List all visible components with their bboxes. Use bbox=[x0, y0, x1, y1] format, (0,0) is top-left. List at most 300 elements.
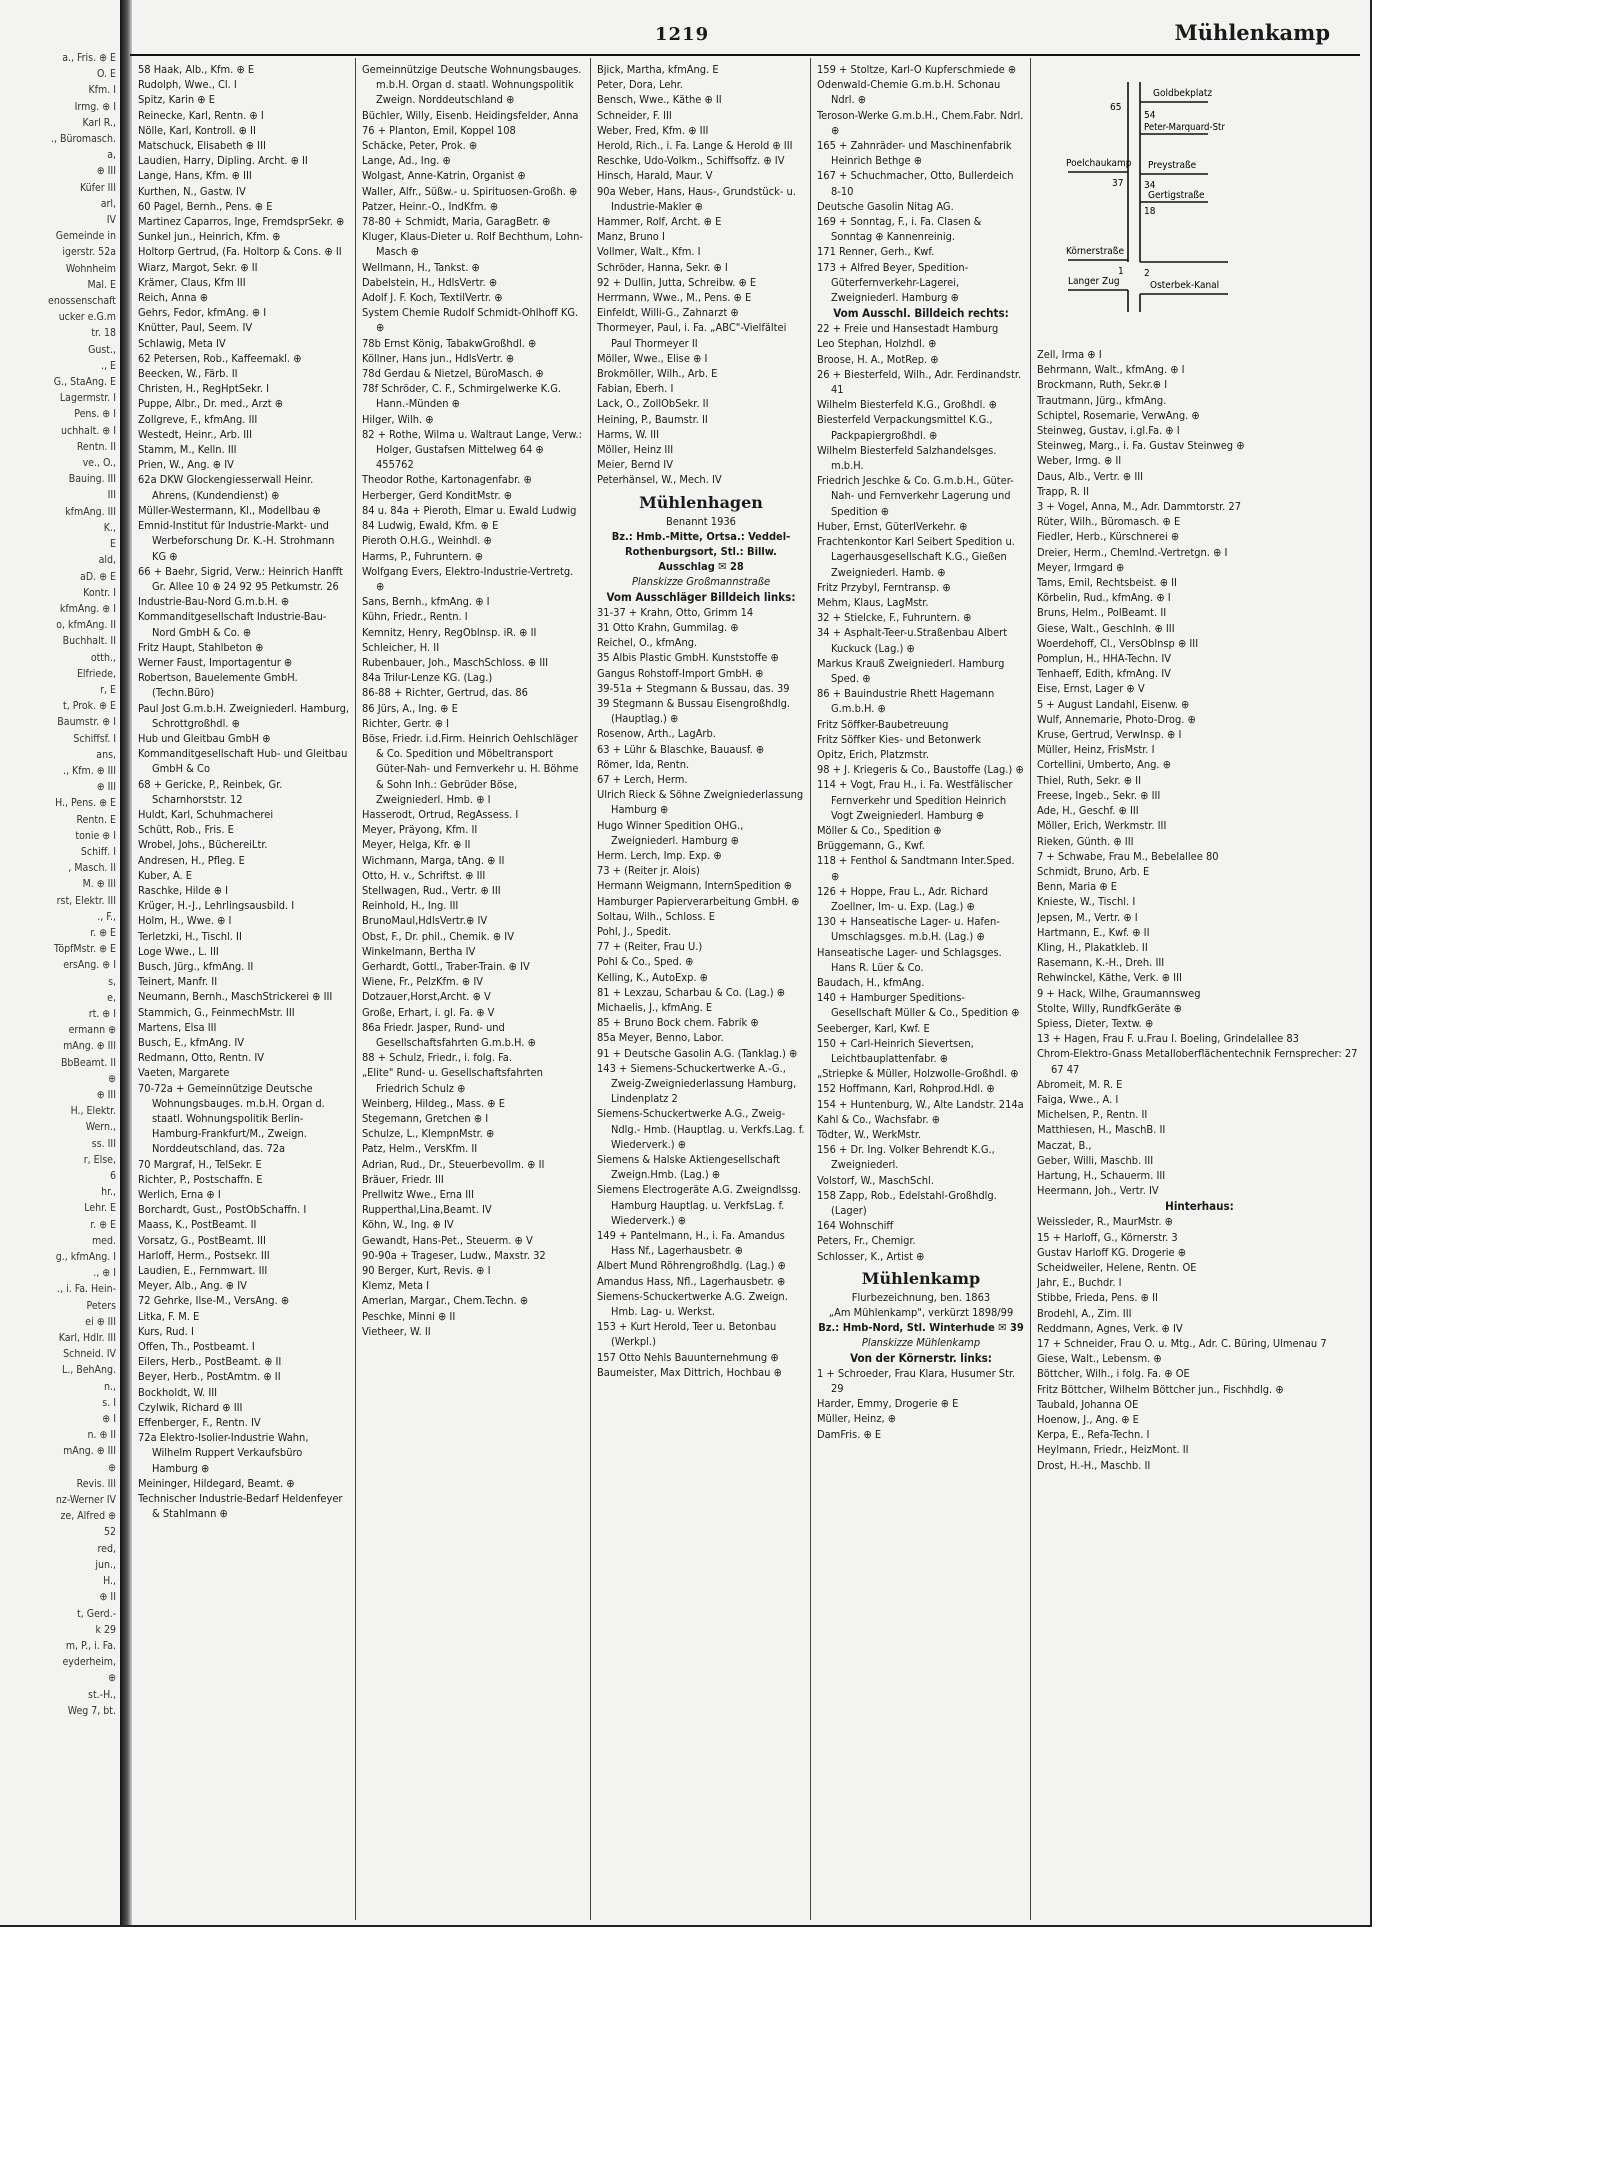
directory-entry: Stegemann, Gretchen ⊕ I bbox=[362, 1112, 489, 1126]
directory-entry: Baumeister, Max Dittrich, Hochbau ⊕ bbox=[597, 1365, 782, 1379]
left-page-fragment: Lehr. E bbox=[84, 1202, 116, 1215]
directory-entry: Peschke, Minni ⊕ II bbox=[362, 1309, 456, 1323]
directory-entry: Wrobel, Johs., BüchereiLtr. bbox=[138, 838, 268, 852]
left-page-fragment: H., Pens. ⊕ E bbox=[55, 797, 116, 810]
left-page-fragment: Pens. ⊕ I bbox=[74, 408, 116, 421]
directory-entry: Rehwinckel, Käthe, Verk. ⊕ III bbox=[1037, 971, 1182, 985]
column-divider bbox=[355, 58, 356, 1920]
directory-entry: Pohl & Co., Sped. ⊕ bbox=[597, 955, 694, 969]
left-page-fragment: tonie ⊕ I bbox=[75, 829, 116, 842]
entry-list bbox=[1037, 347, 1362, 1198]
directory-entry: 70 Margraf, H., TelSekr. E bbox=[138, 1157, 262, 1171]
directory-entry: Giese, Walt., Lebensm. ⊕ bbox=[1037, 1352, 1162, 1366]
directory-entry: Faiga, Wwe., A. I bbox=[1037, 1092, 1119, 1106]
directory-entry: 171 Renner, Gerh., Kwf. bbox=[817, 245, 935, 259]
directory-entry: Pomplun, H., HHA-Techn. IV bbox=[1037, 652, 1172, 666]
directory-entry: Peters, Fr., Chemigr. bbox=[817, 1234, 916, 1248]
directory-entry: Schlawig, Meta IV bbox=[138, 336, 226, 350]
directory-entry: Zollgreve, F., kfmAng. III bbox=[138, 412, 258, 426]
directory-entry: Römer, Ida, Rentn. bbox=[597, 757, 690, 771]
directory-entry: Obst, F., Dr. phil., Chemik. ⊕ IV bbox=[362, 929, 514, 943]
left-page-fragment: ⊕ I bbox=[102, 1413, 116, 1426]
directory-entry: Kurthen, N., Gastw. IV bbox=[138, 184, 246, 198]
directory-entry: Meyer, Irmgard ⊕ bbox=[1037, 560, 1125, 574]
left-page-fragment: 52 bbox=[103, 1526, 116, 1539]
directory-entry: Kurs, Rud. I bbox=[138, 1324, 194, 1338]
directory-entry: Matschuck, Elisabeth ⊕ III bbox=[138, 139, 266, 153]
left-page-fragment: ., i. Fa. Hein- bbox=[57, 1283, 116, 1296]
left-page-fragment: ., Kfm. ⊕ III bbox=[63, 764, 116, 777]
left-page-fragment: L., BehAng. bbox=[62, 1364, 116, 1377]
directory-entry: Schütt, Rob., Fris. E bbox=[138, 823, 234, 837]
directory-entry: Hoenow, J., Ang. ⊕ E bbox=[1037, 1413, 1139, 1427]
directory-entry: 67 + Lerch, Herm. bbox=[597, 772, 688, 786]
directory-entry: 164 Wohnschiff bbox=[817, 1219, 894, 1233]
directory-entry: 39 Stegmann & Bussau Eisengroßhdlg. (Hauptlag.) ⊕ bbox=[597, 696, 791, 726]
directory-entry: Markus Krauß Zweigniederl. Hamburg Sped. ⊕ bbox=[817, 656, 1005, 685]
directory-entry: 73 + (Reiter jr. Alois) bbox=[597, 864, 700, 878]
left-page-fragment: TöpfMstr. ⊕ E bbox=[53, 943, 116, 956]
directory-entry: Abromeit, M. R. E bbox=[1037, 1077, 1123, 1091]
directory-entry: Deutsche Gasolin Nitag AG. bbox=[817, 199, 954, 213]
left-page-fragment: r. ⊕ E bbox=[90, 1218, 116, 1231]
directory-entry: Rosenow, Arth., LagArb. bbox=[597, 727, 716, 741]
left-page-fragment: igerstr. 52a bbox=[62, 246, 116, 259]
directory-entry: Prellwitz Wwe., Erna III bbox=[362, 1188, 474, 1202]
directory-entry: Eilers, Herb., PostBeamt. ⊕ II bbox=[138, 1355, 282, 1369]
directory-entry: Pieroth O.H.G., Weinhdl. ⊕ bbox=[362, 534, 492, 548]
left-page-fragment: Baumstr. ⊕ I bbox=[57, 716, 116, 729]
directory-entry: Amerlan, Margar., Chem.Techn. ⊕ bbox=[362, 1294, 529, 1308]
directory-entry: Knieste, W., Tischl. I bbox=[1037, 895, 1136, 909]
left-page-fragment: Kfm. I bbox=[88, 84, 116, 97]
directory-entry: Friedrich Jeschke & Co. G.m.b.H., Güter-Nah- und Fernverkehr Lagerung und Spedition ⊕ bbox=[817, 474, 1014, 518]
directory-entry: Möller, Erich, Werkmstr. III bbox=[1037, 819, 1167, 833]
left-page-fragment: Wohnheim bbox=[65, 262, 116, 275]
left-page-fragment: IV bbox=[106, 214, 116, 227]
directory-entry: Kommanditgesellschaft Industrie-Bau-Nord GmbH & Co. ⊕ bbox=[138, 610, 327, 639]
directory-entry: Effenberger, F., Rentn. IV bbox=[138, 1416, 261, 1430]
directory-entry: 63 + Lühr & Blaschke, Bauausf. ⊕ bbox=[597, 742, 765, 756]
directory-entry: 150 + Carl-Heinrich Sievertsen, Leichtbauplattenfabr. ⊕ bbox=[817, 1036, 974, 1065]
left-page-fragment: Rentn. E bbox=[76, 813, 116, 826]
directory-entry: Winkelmann, Bertha IV bbox=[362, 944, 476, 958]
left-page-fragment: ., F., bbox=[97, 910, 116, 923]
column-5 bbox=[1037, 62, 1362, 1922]
directory-entry: Broose, H. A., MotRep. ⊕ bbox=[817, 352, 939, 366]
directory-entry: 130 + Hanseatische Lager- u. Hafen-Umschlagsges. m.b.H. (Lag.) ⊕ bbox=[817, 915, 1000, 944]
directory-entry: Redmann, Otto, Rentn. IV bbox=[138, 1051, 265, 1065]
directory-entry: Sans, Bernh., kfmAng. ⊕ I bbox=[362, 595, 490, 609]
directory-entry: 1 + Schroeder, Frau Klara, Husumer Str. 29 bbox=[817, 1366, 1016, 1396]
directory-entry: 86 + Bauindustrie Rhett Hagemann G.m.b.H. ⊕ bbox=[817, 687, 995, 716]
directory-entry: Harloff, Herm., Postsekr. III bbox=[138, 1248, 270, 1262]
column-2 bbox=[362, 62, 584, 1922]
directory-entry: Tams, Emil, Rechtsbeist. ⊕ II bbox=[1037, 576, 1177, 590]
left-page-fragment: g., kfmAng. I bbox=[55, 1251, 116, 1264]
directory-entry: Schröder, Hanna, Sekr. ⊕ I bbox=[597, 260, 728, 274]
directory-entry: 152 Hoffmann, Karl, Rohprod.Hdl. ⊕ bbox=[817, 1082, 995, 1096]
left-page-fragment: enossenschaft bbox=[48, 295, 116, 308]
directory-entry: Kerpa, E., Refa-Techn. I bbox=[1037, 1428, 1150, 1442]
directory-entry: Taubald, Johanna OE bbox=[1037, 1397, 1139, 1411]
directory-entry: Cortellini, Umberto, Ang. ⊕ bbox=[1037, 758, 1172, 772]
left-page-fragment: Kontr. I bbox=[83, 586, 116, 599]
street-heading-muhlenkamp: Mühlenkamp bbox=[861, 1268, 981, 1288]
left-page-fragment: E bbox=[110, 538, 116, 551]
direction-heading: Von der Körnerstr. links: bbox=[850, 1350, 992, 1365]
map-label: 18 bbox=[1144, 206, 1156, 217]
directory-entry: Wichmann, Marga, tAng. ⊕ II bbox=[362, 853, 505, 867]
directory-entry: 62 Petersen, Rob., Kaffeemakl. ⊕ bbox=[138, 351, 302, 365]
directory-entry: Maczat, B., bbox=[1037, 1138, 1092, 1152]
directory-entry: Richter, Gertr. ⊕ I bbox=[362, 716, 450, 730]
directory-entry: Woerdehoff, Cl., VersOblnsp ⊕ III bbox=[1037, 636, 1199, 650]
directory-entry: Siemens-Schuckertwerke A.G., Zweig-Ndlg.- Hmb. (Hauptlag. u. Verkfs.Lag. f. Wiederverk.) ⊕ bbox=[597, 1107, 805, 1151]
left-page-fragment: Schiff. I bbox=[80, 845, 116, 858]
directory-entry: Thiel, Ruth, Sekr. ⊕ II bbox=[1037, 773, 1141, 787]
entry-list bbox=[817, 1366, 1025, 1442]
left-page-fragment: nz-Werner IV bbox=[55, 1494, 116, 1507]
directory-entry: Laudien, E., Fernmwart. III bbox=[138, 1264, 268, 1278]
directory-entry: Andresen, H., Pfleg. E bbox=[138, 853, 245, 867]
directory-entry: Reddmann, Agnes, Verk. ⊕ IV bbox=[1037, 1321, 1183, 1335]
street-info: Bz.: Hmb.-Mitte, Ortsa.: Veddel-Rothenburgsort, Stl.: Billw. bbox=[611, 529, 791, 558]
directory-entry: Opitz, Erich, Platzmstr. bbox=[817, 747, 929, 761]
left-page-fragment: Gust., bbox=[88, 343, 116, 356]
left-page-fragment: rst, Elektr. III bbox=[56, 894, 116, 907]
left-page-fragment: Küfer III bbox=[79, 181, 116, 194]
directory-entry: Behrmann, Walt., kfmAng. ⊕ I bbox=[1037, 363, 1185, 377]
left-page-fragment: G., StaAng. E bbox=[53, 376, 116, 389]
directory-entry: Wulf, Annemarie, Photo-Drog. ⊕ bbox=[1037, 712, 1196, 726]
entry-list bbox=[362, 62, 584, 1339]
directory-entry: 72 Gehrke, Ilse-M., VersAng. ⊕ bbox=[138, 1294, 290, 1308]
directory-entry: Jahr, E., Buchdr. I bbox=[1037, 1276, 1122, 1290]
directory-entry: Rupperthal,Lina,Beamt. IV bbox=[362, 1203, 492, 1217]
directory-entry: 82 + Rothe, Wilma u. Waltraut Lange, Verw.: Holger, Gustafsen Mittelweg 64 ⊕ 455762 bbox=[362, 427, 582, 472]
directory-entry: Weissleder, R., MaurMstr. ⊕ bbox=[1037, 1215, 1173, 1229]
left-page-fragment: kfmAng. III bbox=[65, 505, 116, 518]
left-page-fragment: tr. 18 bbox=[91, 327, 116, 340]
directory-entry: Böttcher, Wilh., i folg. Fa. ⊕ OE bbox=[1037, 1367, 1190, 1381]
directory-entry: 15 + Harloff, G., Körnerstr. 3 bbox=[1037, 1230, 1178, 1244]
left-page-fragment: s, bbox=[108, 975, 116, 988]
left-page-fragment: ⊕ bbox=[108, 1672, 116, 1685]
directory-entry: Fritz Przybyl, Ferntransp. ⊕ bbox=[817, 580, 951, 594]
directory-entry: Offen, Th., Postbeamt. I bbox=[138, 1340, 255, 1354]
directory-entry: Stammich, G., FeinmechMstr. III bbox=[138, 1005, 295, 1019]
left-page-fragment: BbBeamt. II bbox=[60, 1056, 116, 1069]
directory-entry: Kemnitz, Henry, RegOblnsp. iR. ⊕ II bbox=[362, 625, 537, 639]
directory-entry: Waller, Alfr., Süßw.- u. Spirituosen-Großh. ⊕ bbox=[362, 184, 578, 198]
directory-entry: Kuber, A. E bbox=[138, 868, 193, 882]
directory-entry: Borchardt, Gust., PostObSchaffn. I bbox=[138, 1203, 307, 1217]
directory-entry: Köllner, Hans jun., HdlsVertr. ⊕ bbox=[362, 351, 515, 365]
left-page-fragment: , Masch. II bbox=[68, 862, 116, 875]
left-page-fragment: rt. ⊕ I bbox=[88, 1007, 116, 1020]
directory-entry: Manz, Bruno I bbox=[597, 230, 665, 244]
directory-entry: Knütter, Paul, Seem. IV bbox=[138, 321, 253, 335]
directory-entry: Müller, Heinz, FrisMstr. I bbox=[1037, 743, 1155, 757]
left-page-fragment: r. ⊕ E bbox=[90, 926, 116, 939]
directory-entry: Patzer, Heinr.-O., IndKfm. ⊕ bbox=[362, 199, 499, 213]
directory-entry: Gewandt, Hans-Pet., Steuerm. ⊕ V bbox=[362, 1233, 533, 1247]
directory-entry: 173 + Alfred Beyer, Spedition-Güterfernverkehr-Lagerei, Zweigniederl. Hamburg ⊕ bbox=[817, 260, 969, 305]
directory-entry: Westedt, Heinr., Arb. III bbox=[138, 427, 252, 441]
directory-entry: Reinecke, Karl, Rentn. ⊕ I bbox=[138, 108, 264, 122]
map-label: 2 bbox=[1144, 268, 1150, 279]
directory-entry: 153 + Kurt Herold, Teer u. Betonbau (Werkpl.) bbox=[597, 1320, 777, 1349]
directory-entry: Weinberg, Hildeg., Mass. ⊕ E bbox=[362, 1096, 505, 1110]
directory-entry: Meier, Bernd IV bbox=[597, 458, 673, 472]
left-page-fragment: eyderheim, bbox=[62, 1656, 116, 1669]
directory-entry: 86a Friedr. Jasper, Rund- und Gesellschaftsfahrten G.m.b.H. ⊕ bbox=[362, 1020, 536, 1049]
directory-entry: Heylmann, Friedr., HeizMont. II bbox=[1037, 1443, 1189, 1457]
directory-entry: Schulze, L., KlempnMstr. ⊕ bbox=[362, 1127, 495, 1141]
directory-entry: 78d Gerdau & Nietzel, BüroMasch. ⊕ bbox=[362, 367, 544, 381]
directory-entry: Teinert, Manfr. II bbox=[138, 975, 218, 989]
directory-entry: Fabian, Eberh. I bbox=[597, 382, 674, 396]
directory-entry: Richter, P., Postschaffn. E bbox=[138, 1172, 263, 1186]
directory-entry: Beecken, W., Färb. II bbox=[138, 367, 238, 381]
directory-entry: 86 Jürs, A., Ing. ⊕ E bbox=[362, 701, 458, 715]
directory-entry: Hasserodt, Ortrud, RegAssess. I bbox=[362, 807, 519, 821]
directory-entry: Michelsen, P., Rentn. II bbox=[1037, 1108, 1148, 1122]
directory-entry: Reinhold, H., Ing. III bbox=[362, 899, 459, 913]
street-heading-muhlenhagen: Mühlenhagen bbox=[639, 492, 763, 512]
directory-entry: Frachtenkontor Karl Seibert Spedition u. Lagerhausgesellschaft K.G., Gießen Zweigniederl. Hamb. ⊕ bbox=[817, 535, 1015, 579]
left-page-fragment: Buchhalt. II bbox=[62, 635, 116, 648]
map-label: Goldbekplatz bbox=[1153, 88, 1213, 99]
left-page-fragment: m, P., i. Fa. bbox=[65, 1639, 116, 1652]
directory-entry: Adrian, Rud., Dr., Steuerbevollm. ⊕ II bbox=[362, 1157, 545, 1171]
directory-entry: Siemens-Schuckertwerke A.G. Zweign. Hmb. Lag- u. Werkst. bbox=[597, 1289, 788, 1319]
left-page-fragment: Karl, Hdlr. III bbox=[58, 1332, 116, 1345]
directory-entry: Otto, H. v., Schriftst. ⊕ III bbox=[362, 868, 486, 882]
entry-list bbox=[1037, 1214, 1362, 1472]
directory-entry: 32 + Stielcke, F., Fuhruntern. ⊕ bbox=[817, 611, 972, 625]
directory-entry: Harms, P., Fuhruntern. ⊕ bbox=[362, 549, 484, 563]
directory-entry: 72a Elektro-Isolier-Industrie Wahn, Wilhelm Ruppert Verkaufsbüro Hamburg ⊕ bbox=[138, 1431, 309, 1475]
directory-entry: 165 + Zahnräder- und Maschinenfabrik Heinrich Bethge ⊕ bbox=[817, 139, 1012, 168]
directory-entry: 86-88 + Richter, Gertrud, das. 86 bbox=[362, 686, 528, 700]
map-label: 34 bbox=[1144, 180, 1156, 191]
directory-entry: Teroson-Werke G.m.b.H., Chem.Fabr. Ndrl. ⊕ bbox=[817, 108, 1024, 137]
directory-entry: 88 + Schulz, Friedr., i. folg. Fa. bbox=[362, 1051, 513, 1065]
directory-entry: Große, Erhart, i. gl. Fa. ⊕ V bbox=[362, 1005, 495, 1019]
directory-entry: Hinsch, Harald, Maur. V bbox=[597, 169, 713, 183]
directory-entry: Brüggemann, G., Kwf. bbox=[817, 839, 925, 853]
left-page-fragment: e, bbox=[107, 991, 116, 1004]
directory-entry: Holm, H., Wwe. ⊕ I bbox=[138, 914, 232, 928]
left-page-fragment: mAng. ⊕ III bbox=[63, 1445, 116, 1458]
directory-entry: Rubenbauer, Joh., MaschSchloss. ⊕ III bbox=[362, 655, 549, 669]
directory-entry: 98 + J. Kriegeris & Co., Baustoffe (Lag.) ⊕ bbox=[817, 763, 1024, 777]
directory-entry: 31-37 + Krahn, Otto, Grimm 14 bbox=[597, 605, 754, 619]
left-page-fragment: ⊕ III bbox=[96, 165, 116, 178]
directory-entry: Daus, Alb., Vertr. ⊕ III bbox=[1037, 469, 1144, 483]
directory-entry: Fritz Haupt, Stahlbeton ⊕ bbox=[138, 640, 264, 654]
directory-entry: Bräuer, Friedr. III bbox=[362, 1172, 444, 1186]
directory-entry: 126 + Hoppe, Frau L., Adr. Richard Zoellner, Im- u. Exp. (Lag.) ⊕ bbox=[817, 884, 989, 913]
directory-entry: Soltau, Wilh., Schloss. E bbox=[597, 909, 715, 923]
directory-entry: 84a Trilur-Lenze KG. (Lag.) bbox=[362, 671, 493, 685]
directory-entry: Fritz Böttcher, Wilhelm Böttcher jun., Fischhdlg. ⊕ bbox=[1037, 1382, 1284, 1396]
directory-entry: Hugo Winner Spedition OHG., Zweigniederl. Hamburg ⊕ bbox=[597, 818, 744, 847]
map-label: Körnerstraße bbox=[1066, 246, 1124, 257]
directory-entry: Wiene, Fr., PelzKfm. ⊕ IV bbox=[362, 975, 484, 989]
directory-entry: Spitz, Karin ⊕ E bbox=[138, 93, 215, 107]
directory-entry: Möller, Wwe., Elise ⊕ I bbox=[597, 351, 708, 365]
map-label: 54 bbox=[1144, 110, 1156, 121]
directory-entry: Steinweg, Gustav, i.gl.Fa. ⊕ I bbox=[1037, 424, 1180, 438]
directory-entry: 76 + Planton, Emil, Koppel 108 bbox=[362, 123, 516, 137]
directory-entry: Christen, H., RegHptSekr. I bbox=[138, 382, 270, 396]
directory-entry: Pohl, J., Spedit. bbox=[597, 924, 671, 938]
map-label: 65 bbox=[1110, 102, 1122, 113]
directory-entry: Harder, Emmy, Drogerie ⊕ E bbox=[817, 1397, 959, 1411]
street-info: Benannt 1936 bbox=[666, 514, 736, 528]
directory-entry: 5 + August Landahl, Eisenw. ⊕ bbox=[1037, 697, 1190, 711]
left-page-fragment: K., bbox=[103, 521, 116, 534]
directory-entry: Neumann, Bernh., MaschStrickerei ⊕ III bbox=[138, 990, 333, 1004]
street-info: „Am Mühlenkamp", verkürzt 1898/99 bbox=[828, 1305, 1014, 1319]
directory-entry: Hartung, H., Schauerm. III bbox=[1037, 1168, 1166, 1182]
directory-entry: Bensch, Wwe., Käthe ⊕ II bbox=[597, 93, 722, 107]
directory-entry: Odenwald-Chemie G.m.b.H. Schonau Ndrl. ⊕ bbox=[817, 78, 1001, 107]
hinterhaus-heading: Hinterhaus: bbox=[1165, 1199, 1234, 1214]
directory-entry: Weber, Fred, Kfm. ⊕ III bbox=[597, 123, 709, 137]
directory-entry: Emnid-Institut für Industrie-Markt- und Werbeforschung Dr. K.-H. Strohmann KG ⊕ bbox=[138, 519, 335, 563]
directory-entry: Mehm, Klaus, LagMstr. bbox=[817, 595, 929, 609]
map-label: Peter-Marquard-Str bbox=[1144, 122, 1225, 133]
direction-heading: Vom Ausschl. Billdeich rechts: bbox=[833, 306, 1009, 321]
directory-entry: Lange, Ad., Ing. ⊕ bbox=[362, 154, 451, 168]
left-page-fragment: Weg 7, bt. bbox=[67, 1704, 116, 1717]
directory-entry: Gustav Harloff KG. Drogerie ⊕ bbox=[1037, 1245, 1187, 1259]
directory-entry: System Chemie Rudolf Schmidt-Ohlhoff KG. ⊕ bbox=[362, 306, 579, 335]
directory-entry: 85 + Bruno Bock chem. Fabrik ⊕ bbox=[597, 1016, 759, 1030]
directory-entry: Busch, E., kfmAng. IV bbox=[138, 1036, 245, 1049]
map-label: Langer Zug bbox=[1068, 276, 1120, 287]
left-page-fragment: Irmg. ⊕ I bbox=[74, 100, 116, 113]
directory-entry: Tödter, W., WerkMstr. bbox=[817, 1128, 922, 1142]
street-info: Ausschlag ✉ 28 bbox=[658, 559, 744, 573]
directory-entry: Bjick, Martha, kfmAng. E bbox=[597, 63, 719, 76]
directory-entry: 84 u. 84a + Pieroth, Elmar u. Ewald Ludwig bbox=[362, 503, 577, 517]
directory-entry: Kommanditgesellschaft Hub- und Gleitbau GmbH & Co bbox=[138, 747, 348, 776]
left-page-fragment: Elfriede, bbox=[76, 667, 116, 680]
directory-entry: 157 Otto Nehls Bauunternehmung ⊕ bbox=[597, 1350, 779, 1364]
directory-entry: Bruns, Helm., PolBeamt. II bbox=[1037, 606, 1167, 620]
directory-entry: Kruse, Gertrud, VerwInsp. ⊕ I bbox=[1037, 728, 1182, 742]
directory-entry: Hartmann, E., Kwf. ⊕ II bbox=[1037, 925, 1150, 939]
directory-entry: Heermann, Joh., Vertr. IV bbox=[1037, 1184, 1159, 1198]
directory-entry: Fiedler, Herb., Kürschnerei ⊕ bbox=[1037, 530, 1180, 544]
directory-entry: Terletzki, H., Tischl. II bbox=[138, 929, 242, 943]
directory-entry: Dreier, Herm., Chemlnd.-Vertretgn. ⊕ I bbox=[1037, 545, 1228, 559]
directory-entry: Vaeten, Margarete bbox=[138, 1066, 230, 1080]
left-page-fragment: Schneid. IV bbox=[63, 1348, 116, 1361]
directory-entry: 81 + Lexzau, Scharbau & Co. (Lag.) ⊕ bbox=[597, 985, 786, 999]
directory-entry: Martinez Caparros, Inge, FremdsprSekr. ⊕ bbox=[138, 215, 345, 229]
directory-entry: 154 + Huntenburg, W., Alte Landstr. 214a bbox=[817, 1097, 1024, 1111]
directory-entry: Krüger, H.-J., Lehrlingsausbild. I bbox=[138, 899, 295, 913]
directory-entry: Ade, H., Geschf. ⊕ III bbox=[1037, 804, 1139, 818]
entry-list bbox=[817, 62, 1025, 305]
street-info: Bz.: Hmb-Nord, Stl. Winterhude ✉ 39 bbox=[818, 1320, 1024, 1334]
directory-entry: Herm. Lerch, Imp. Exp. ⊕ bbox=[597, 848, 722, 862]
directory-entry: Ulrich Rieck & Söhne Zweigniederlassung Hamburg ⊕ bbox=[597, 788, 804, 817]
left-page-fragment: ve., O., bbox=[82, 457, 116, 470]
column-1 bbox=[138, 62, 350, 1922]
left-page-fragment: H., bbox=[103, 1575, 116, 1588]
directory-entry: Schmidt, Bruno, Arb. E bbox=[1037, 864, 1150, 878]
column-divider bbox=[590, 58, 591, 1920]
directory-entry: Kling, H., Plakatkleb. II bbox=[1037, 940, 1148, 954]
directory-entry: Harms, W. III bbox=[597, 427, 660, 441]
directory-entry: 90 Berger, Kurt, Revis. ⊕ I bbox=[362, 1264, 491, 1278]
directory-entry: „Elite" Rund- u. Gesellschaftsfahrten Friedrich Schulz ⊕ bbox=[362, 1066, 543, 1095]
directory-entry: Dabelstein, H., HdlsVertr. ⊕ bbox=[362, 275, 498, 289]
running-header: Mühlenkamp bbox=[1174, 20, 1330, 45]
directory-entry: Möller, Heinz III bbox=[597, 443, 674, 457]
directory-entry: „Striepke & Müller, Holzwolle-Großhdl. ⊕ bbox=[817, 1067, 1019, 1081]
directory-entry: 149 + Pantelmann, H., i. Fa. Amandus Hass Nf., Lagerhausbetr. ⊕ bbox=[597, 1229, 785, 1258]
directory-entry: Prien, W., Ang. ⊕ IV bbox=[138, 458, 234, 472]
directory-entry: 58 Haak, Alb., Kfm. ⊕ E bbox=[138, 63, 255, 76]
left-page-fragment: Peters bbox=[86, 1299, 116, 1312]
left-page-fragment: ans, bbox=[96, 748, 116, 761]
directory-entry: 17 + Schneider, Frau O. u. Mtg., Adr. C. Büring, Ulmenau 7 bbox=[1037, 1337, 1327, 1350]
left-page-fragment: ss. III bbox=[91, 1137, 116, 1150]
directory-entry: Werlich, Erna ⊕ I bbox=[138, 1188, 221, 1202]
left-page-fragment: ermann ⊕ bbox=[68, 1024, 116, 1037]
left-page-fragment: Rentn. II bbox=[76, 440, 116, 453]
left-page-fragment: Mal. E bbox=[87, 278, 116, 291]
directory-entry: Wellmann, H., Tankst. ⊕ bbox=[362, 260, 480, 274]
map-label: Poelchaukamp bbox=[1066, 158, 1132, 169]
left-page-fragment: n., bbox=[104, 1380, 116, 1393]
directory-entry: Busch, Jürg., kfmAng. II bbox=[138, 959, 254, 973]
direction-heading: Vom Ausschläger Billdeich links: bbox=[606, 589, 796, 604]
directory-entry: Albert Mund Röhrengroßhdlg. (Lag.) ⊕ bbox=[597, 1259, 786, 1273]
directory-entry: 39-51a + Stegmann & Bussau, das. 39 bbox=[597, 681, 790, 695]
entry-list bbox=[138, 62, 350, 1522]
directory-entry: Trautmann, Jürg., kfmAng. bbox=[1037, 393, 1167, 407]
header-rule bbox=[130, 54, 1360, 56]
directory-entry: Gangus Rohstoff-Import GmbH. ⊕ bbox=[597, 666, 764, 680]
directory-entry: Biesterfeld Verpackungsmittel K.G., Packpapiergroßhdl. ⊕ bbox=[817, 413, 993, 442]
directory-entry: Kluger, Klaus-Dieter u. Rolf Bechthum, Lohn-Masch ⊕ bbox=[362, 230, 583, 259]
directory-entry: Einfeldt, Willi-G., Zahnarzt ⊕ bbox=[597, 306, 739, 320]
left-page-fragment: s. I bbox=[102, 1396, 116, 1409]
left-page-fragment: ei ⊕ III bbox=[85, 1315, 116, 1328]
left-page-fragment: Revis. III bbox=[76, 1477, 116, 1490]
directory-entry: Brokmöller, Wilh., Arb. E bbox=[597, 367, 718, 381]
directory-entry: Müller-Westermann, Kl., Modellbau ⊕ bbox=[138, 503, 321, 517]
left-page-fragment: Wern., bbox=[85, 1121, 116, 1134]
left-page-fragment: t, Prok. ⊕ E bbox=[63, 700, 116, 713]
left-page-fragment: jun., bbox=[95, 1558, 116, 1571]
directory-entry: Schneider, F. III bbox=[597, 108, 672, 122]
directory-entry: Giese, Walt., Geschlnh. ⊕ III bbox=[1037, 621, 1175, 635]
directory-entry: 62a DKW Glockengiesserwall Heinr. Ahrens, (Kundendienst) ⊕ bbox=[138, 473, 314, 502]
directory-entry: Loge Wwe., L. III bbox=[138, 944, 219, 958]
directory-entry: Lack, O., ZollObSekr. II bbox=[597, 397, 709, 411]
directory-entry: Stamm, M., Kelln. III bbox=[138, 443, 237, 457]
